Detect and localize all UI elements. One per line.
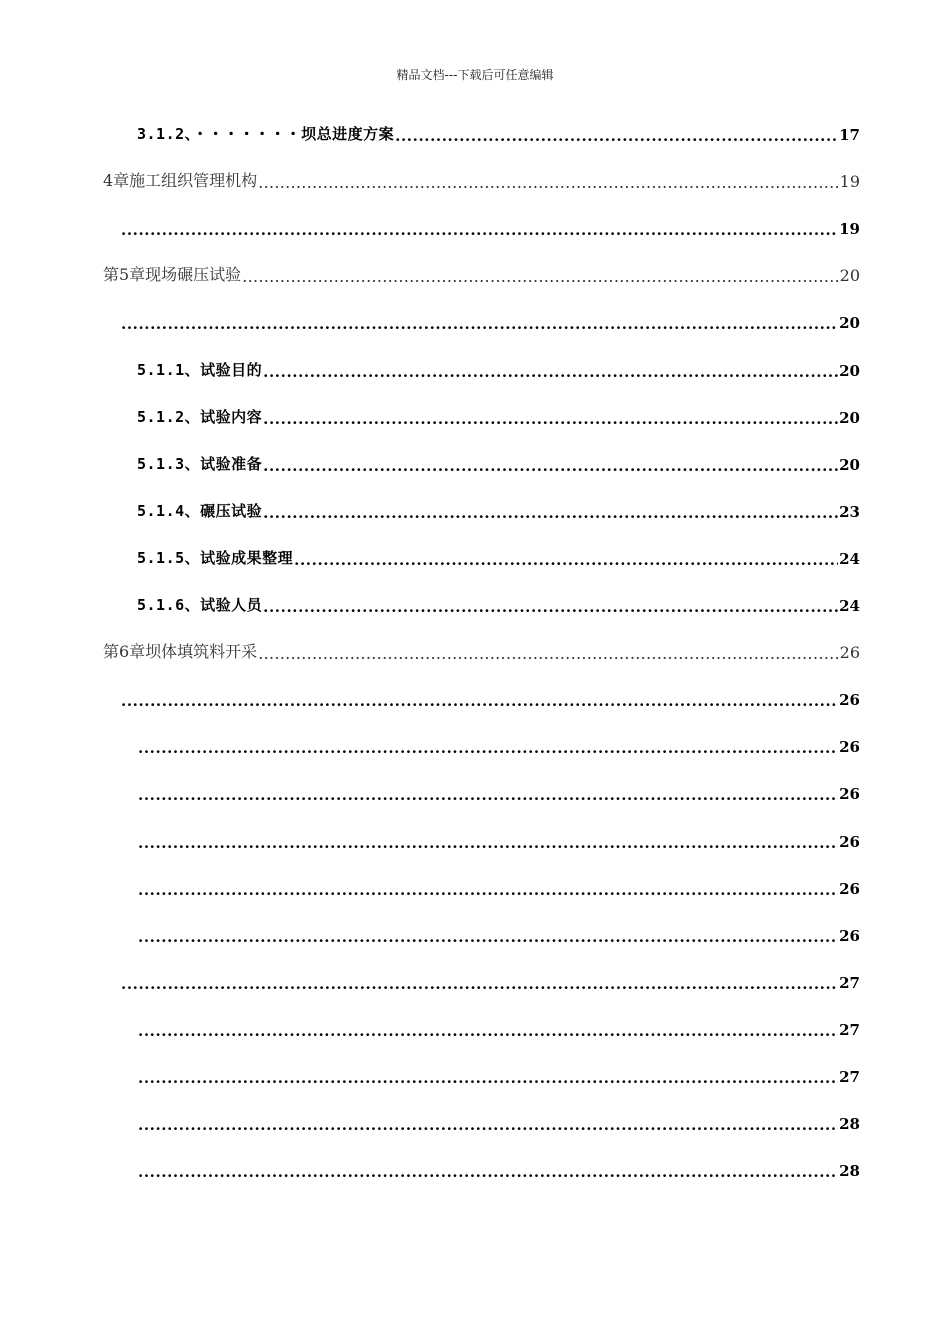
toc-page-number: 24 — [839, 597, 860, 615]
toc-dot-leader — [138, 1071, 838, 1086]
toc-page-number: 23 — [839, 502, 860, 521]
toc-dot-leader — [138, 788, 838, 803]
toc-entry-title: 5.1.2、试验内容 — [137, 407, 263, 426]
toc-dot-leader — [242, 269, 838, 285]
toc-page-number: 20 — [839, 314, 860, 333]
toc-entry[interactable] — [120, 687, 860, 709]
toc-dot-leader — [263, 600, 838, 615]
toc-dot-leader — [263, 412, 838, 427]
toc-entry[interactable] — [137, 781, 860, 803]
toc-entry[interactable] — [137, 734, 860, 756]
toc-page-number: 20 — [839, 455, 860, 474]
toc-entry[interactable] — [137, 1158, 860, 1180]
toc-entry[interactable] — [137, 1064, 860, 1086]
toc-page-number: 19 — [839, 220, 860, 239]
toc-entry-title: 4章施工组织管理机构 — [103, 171, 258, 191]
toc-page-number: 27 — [839, 973, 860, 992]
toc-entry[interactable] — [137, 499, 860, 521]
toc-entry-title: 第6章坝体填筑料开采 — [103, 642, 258, 662]
toc-dot-leader — [263, 365, 838, 380]
toc-dot-leader — [138, 883, 838, 898]
toc-dot-leader — [121, 977, 838, 992]
toc-page-number: 19 — [839, 172, 860, 192]
toc-entry-title: 第5章现场碾压试验 — [103, 265, 242, 285]
toc-entry[interactable] — [137, 546, 860, 568]
toc-dot-leader — [395, 129, 838, 144]
toc-entry[interactable] — [137, 593, 860, 615]
toc-page-number: 27 — [839, 1020, 860, 1039]
toc-page-number: 24 — [839, 549, 860, 568]
toc-page-number: 26 — [839, 832, 860, 851]
toc-page-number: 26 — [839, 785, 860, 804]
toc-entry[interactable] — [137, 876, 860, 898]
toc-entry-title: 5.1.1、试验目的 — [137, 360, 263, 379]
toc-entry[interactable] — [137, 1111, 860, 1133]
toc-page-number: 26 — [839, 926, 860, 945]
toc-dot-leader — [263, 459, 838, 474]
toc-page-number: 26 — [839, 879, 860, 898]
toc-entry[interactable] — [137, 452, 860, 474]
toc-dot-leader — [138, 836, 838, 851]
toc-dot-leader — [121, 223, 838, 238]
toc-entry[interactable] — [103, 640, 860, 662]
toc-entry-title: 5.1.4、碾压试验 — [137, 501, 263, 520]
toc-entry[interactable] — [103, 263, 860, 285]
toc-page-number: 20 — [839, 266, 860, 286]
toc-entry[interactable] — [120, 970, 860, 992]
toc-dot-leader — [138, 741, 838, 756]
toc-entry[interactable] — [137, 122, 860, 144]
toc-page-number: 20 — [839, 408, 860, 427]
toc-entry[interactable] — [120, 310, 860, 332]
toc-entry-title: 3.1.2、・・・・・・・坝总进度方案 — [137, 125, 395, 143]
page-header: 精品文档---下载后可任意编辑 — [396, 68, 554, 82]
toc-page-number: 20 — [839, 361, 860, 380]
toc-dot-leader — [138, 930, 838, 945]
toc-dot-leader — [263, 506, 838, 521]
toc-dot-leader — [258, 175, 838, 191]
toc-dot-leader — [138, 1165, 838, 1180]
toc-dot-leader — [121, 317, 838, 332]
toc-entry[interactable] — [103, 169, 860, 191]
toc-entry-title: 5.1.6、试验人员 — [137, 596, 263, 614]
toc-entry[interactable] — [137, 829, 860, 851]
toc-page-number: 17 — [839, 126, 860, 144]
toc-page-number: 26 — [839, 643, 860, 663]
toc-entry[interactable] — [137, 923, 860, 945]
toc-page-number: 27 — [839, 1068, 860, 1086]
toc-page-number: 26 — [839, 691, 860, 710]
toc-dot-leader — [258, 646, 838, 662]
toc-page-number: 26 — [839, 738, 860, 757]
toc-entry[interactable] — [137, 405, 860, 427]
toc-entry[interactable] — [137, 358, 860, 380]
toc-dot-leader — [138, 1118, 838, 1133]
toc-entry-title: 5.1.5、试验成果整理 — [137, 548, 294, 567]
toc-entry[interactable] — [120, 216, 860, 238]
toc-dot-leader — [121, 694, 838, 709]
toc-dot-leader — [294, 553, 838, 568]
toc-page-number: 28 — [839, 1162, 860, 1181]
toc-entry[interactable] — [137, 1017, 860, 1039]
toc-dot-leader — [138, 1024, 838, 1039]
toc-entry-title: 5.1.3、试验准备 — [137, 454, 263, 473]
toc-page-number: 28 — [839, 1115, 860, 1134]
